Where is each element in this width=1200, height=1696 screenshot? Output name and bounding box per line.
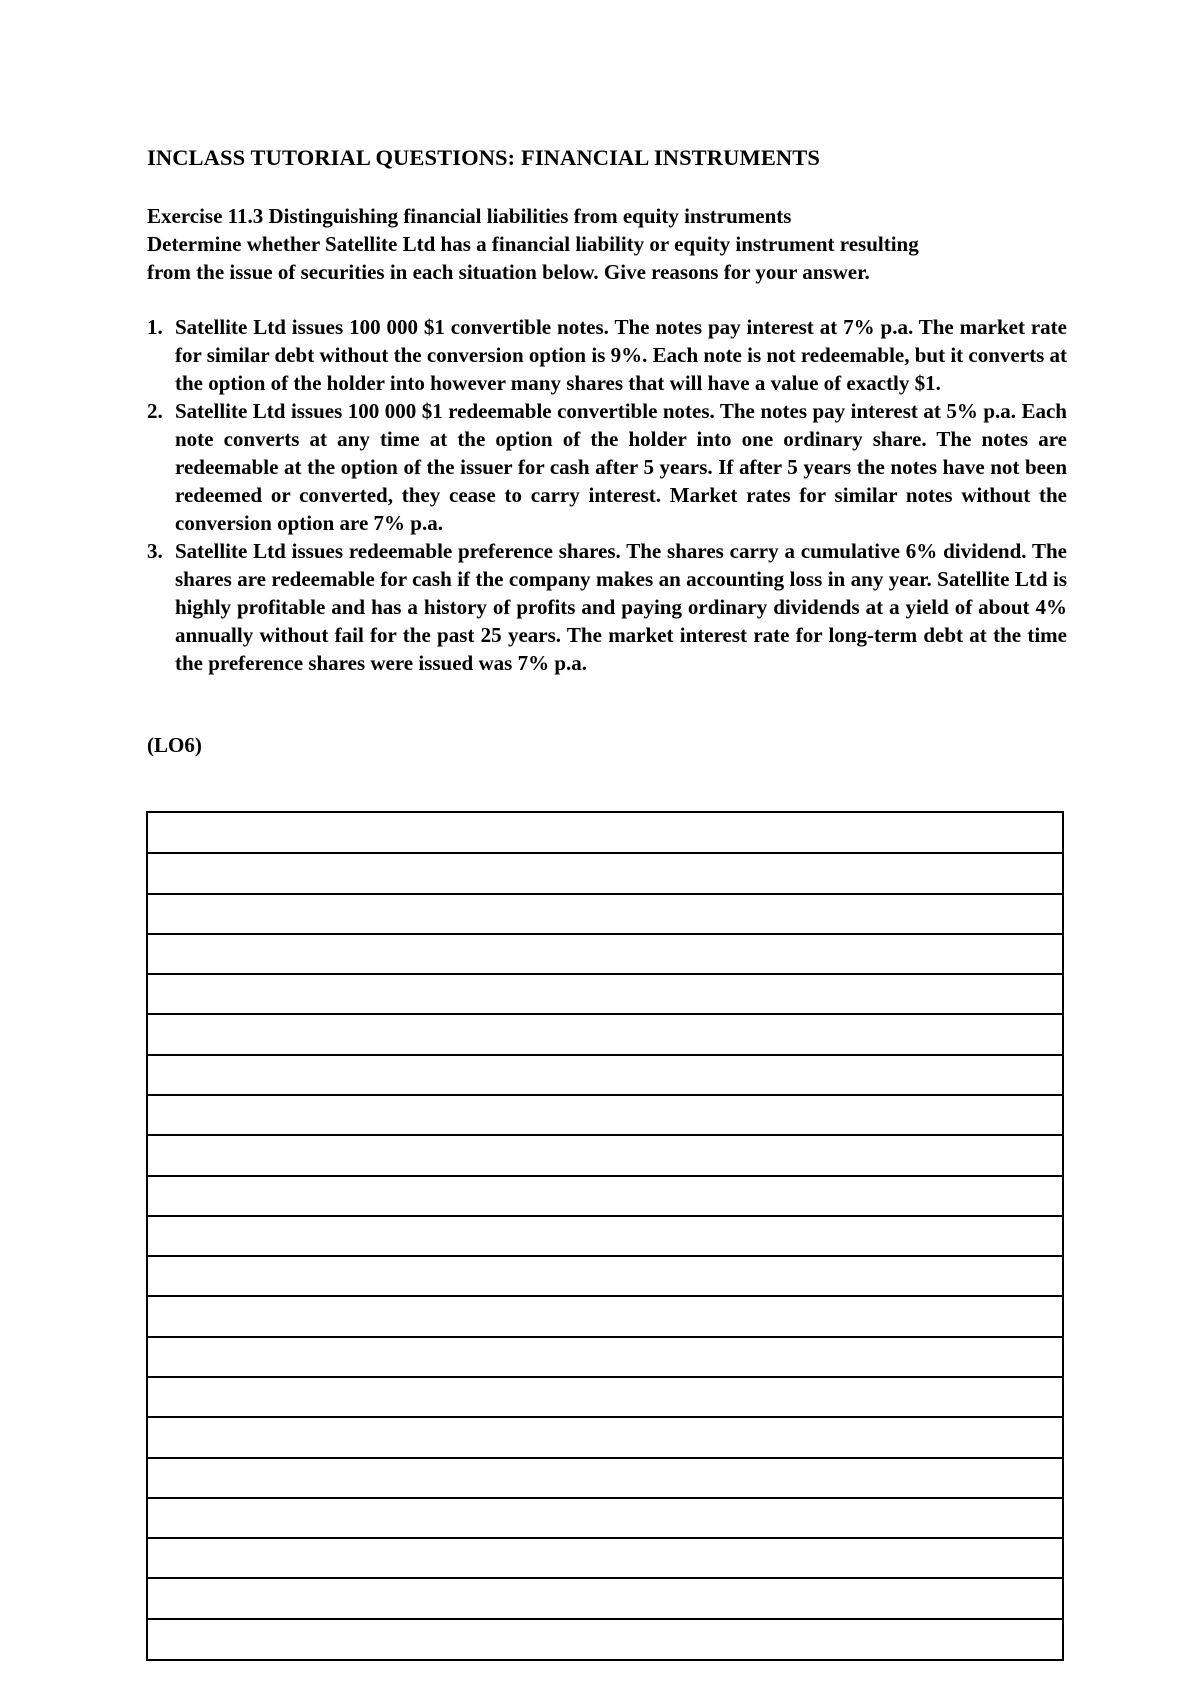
answer-rule-line (148, 973, 1062, 975)
exercise-intro (147, 202, 1067, 286)
answer-rule-line (148, 1336, 1062, 1338)
answer-rule-line (148, 1013, 1062, 1015)
question-item (147, 313, 1067, 397)
answer-rule-line (148, 1094, 1062, 1096)
question-text: Satellite Ltd issues 100 000 $1 redeemable convertible notes. The notes pay interest at 5% p.a. Each note converts at any time at the option of the holder into one ordinary share. The notes are redeemable at the option of the issuer for cash after 5 years. If after 5 years the notes have not been redeemed or converted, they cease to carry interest. Market rates for similar notes without the conversion option are 7% p.a. (175, 399, 1067, 535)
answer-rule-line (148, 1457, 1062, 1459)
answer-rule-line (148, 1175, 1062, 1177)
answer-rule-line (148, 1376, 1062, 1378)
question-list (147, 313, 1067, 677)
answer-rule-line (148, 852, 1062, 854)
instruction-line-1: Determine whether Satellite Ltd has a financial liability or equity instrument resulting (147, 232, 919, 256)
page-title: INCLASS TUTORIAL QUESTIONS: FINANCIAL INSTRUMENTS (147, 145, 821, 170)
question-text: Satellite Ltd issues 100 000 $1 convertible notes. The notes pay interest at 7% p.a. The market rate for similar debt without the conversion option is 9%. Each note is not redeemable, but it converts at the option of the holder into however many shares that will have a value of exactly $1. (175, 315, 1067, 395)
answer-rule-line (148, 1618, 1062, 1620)
answer-rule-line (148, 1134, 1062, 1136)
answer-rule-line (148, 1215, 1062, 1217)
learning-outcome-label: (LO6) (147, 733, 202, 757)
answer-rule-line (148, 1497, 1062, 1499)
answer-rule-line (148, 893, 1062, 895)
question-number: 1. (147, 315, 163, 339)
answer-rule-line (148, 1416, 1062, 1418)
answer-writing-box[interactable] (146, 811, 1064, 1661)
question-text: Satellite Ltd issues redeemable preference shares. The shares carry a cumulative 6% dividend. The shares are redeemable for cash if the company makes an accounting loss in any year. Satellite Ltd is highly profitable and has a history of profits and paying ordinary dividends at a yield of about 4% annually without fail for the past 25 years. The market interest rate for long-term debt at the time the preference shares were issued was 7% p.a. (175, 539, 1067, 675)
answer-rule-line (148, 1255, 1062, 1257)
answer-rule-line (148, 933, 1062, 935)
question-number: 2. (147, 399, 163, 423)
question-item (147, 537, 1067, 677)
question-item (147, 397, 1067, 537)
question-number: 3. (147, 539, 163, 563)
exercise-heading: Exercise 11.3 Distinguishing financial liabilities from equity instruments (147, 204, 792, 228)
instruction-line-2: from the issue of securities in each situation below. Give reasons for your answer. (147, 260, 870, 284)
answer-rule-line (148, 1295, 1062, 1297)
answer-rule-line (148, 1537, 1062, 1539)
answer-rule-line (148, 1054, 1062, 1056)
answer-rule-line (148, 1577, 1062, 1579)
